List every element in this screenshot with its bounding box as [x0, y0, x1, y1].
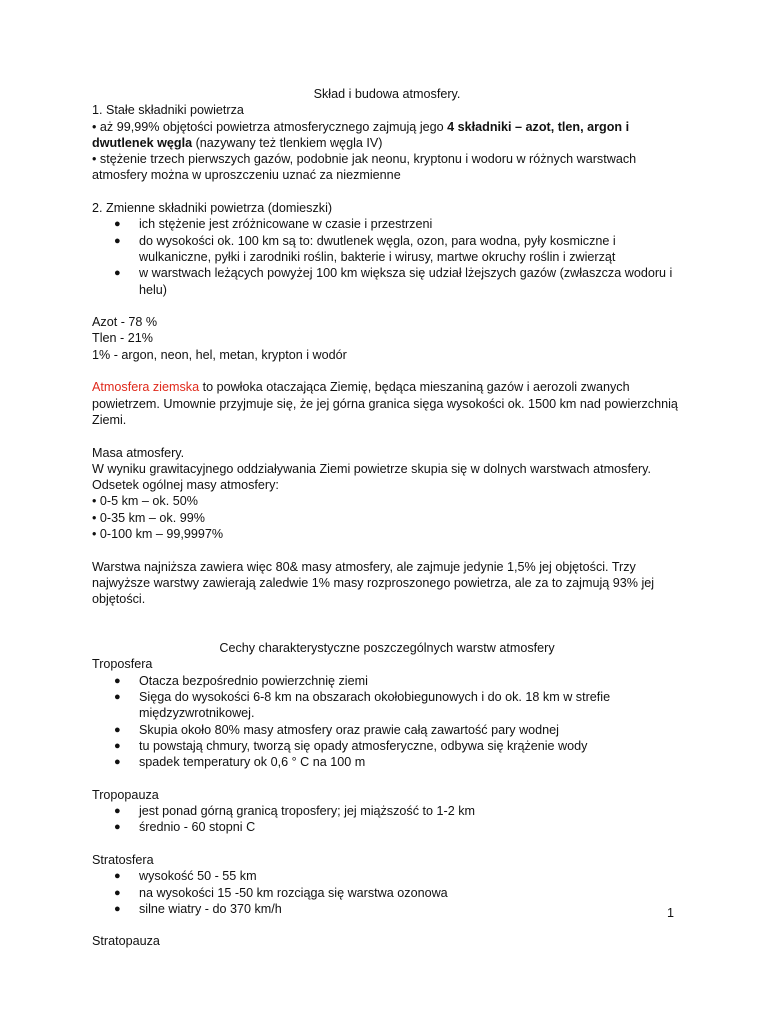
list-item: ● wysokość 50 - 55 km — [114, 869, 257, 884]
layer-heading: Stratopauza — [92, 934, 160, 949]
bullet-icon: ● — [114, 723, 121, 736]
definition-paragraph: Atmosfera ziemska to powłoka otaczająca Ziemię, będąca mieszaniną gazów i aerozoli zwanych powietrzem. Umownie przyjmuje się, że jej górna granica sięga wysokości ok. 1500 km nad powierzchnią Ziemi. — [92, 380, 678, 427]
list-item: ● jest ponad górną granicą troposfery; jej miąższość to 1-2 km — [114, 804, 475, 819]
bullet-icon: ● — [114, 886, 121, 899]
list-item: ● ich stężenie jest zróżnicowane w czasie i przestrzeni — [114, 217, 433, 232]
bullet-list — [92, 216, 682, 297]
mass-item: • 0-5 km – ok. 50% — [92, 494, 198, 509]
bullet-icon: ● — [114, 739, 121, 752]
bullet-icon: ● — [114, 267, 121, 280]
mass-item: • 0-35 km – ok. 99% — [92, 510, 205, 525]
bullet-icon: ● — [114, 218, 121, 231]
composition-line: Azot - 78 % — [92, 315, 158, 330]
bullet-icon: ● — [114, 902, 121, 915]
paragraph: • stężenie trzech pierwszych gazów, podobnie jak neonu, kryptonu i wodoru w różnych warstwach atmosfery można w uproszczeniu uznać za niezmienne — [92, 152, 637, 183]
paragraph: • aż 99,99% objętości powietrza atmosferycznego zajmują jego 4 składniki – azot, tlen, argon i dwutlenek węgla (nazywany też tlenkiem węgla IV) — [92, 119, 630, 150]
page-number: 1 — [667, 906, 675, 920]
section-heading: 2. Zmienne składniki powietrza (domieszki) — [92, 201, 333, 216]
list-item: ● do wysokości ok. 100 km są to: dwutlenek węgla, ozon, para wodna, pyły kosmiczne i wulkaniczne, pyłki i zarodniki roślin, bakterie i wirusy, martwe okruchy roślin i zwierząt — [114, 233, 616, 264]
paragraph: W wyniku grawitacyjnego oddziaływania Ziemi powietrze skupia się w dolnych warstwach atmosfery. Odsetek ogólnej masy atmosfery: — [92, 461, 652, 493]
composition-line: Tlen - 21% — [92, 331, 153, 346]
list-item: ● tu powstają chmury, tworzą się opady atmosferyczne, odbywa się krążenie wody — [114, 738, 588, 753]
section-heading: 1. Stałe składniki powietrza — [92, 103, 244, 118]
list-item: ● Sięga do wysokości 6-8 km na obszarach okołobiegunowych i do ok. 18 km w strefie międzyzwrotnikowej. — [114, 689, 611, 721]
document-body — [92, 86, 682, 950]
layer-heading: Troposfera — [92, 657, 153, 672]
section-heading: Masa atmosfery. — [92, 445, 185, 460]
bullet-icon: ● — [114, 674, 121, 687]
bullet-list — [92, 673, 682, 771]
page-title: Skład i budowa atmosfery. — [313, 87, 461, 101]
list-item: ● spadek temperatury ok 0,6 ° C na 100 m — [114, 755, 366, 770]
bullet-icon: ● — [114, 805, 121, 818]
list-item: ● Otacza bezpośrednio powierzchnię ziemi — [114, 673, 368, 688]
bullet-icon: ● — [114, 756, 121, 769]
bullet-icon: ● — [114, 821, 121, 834]
layer-heading: Tropopauza — [92, 787, 159, 802]
layer-heading: Stratosfera — [92, 852, 154, 867]
bullet-list — [92, 868, 682, 917]
list-item: ● średnio - 60 stopni C — [114, 820, 256, 835]
mass-item: • 0-100 km – 99,9997% — [92, 527, 224, 542]
bullet-icon: ● — [114, 870, 121, 883]
list-item: ● w warstwach leżących powyżej 100 km większa się udział lżejszych gazów (zwłaszcza wodoru i helu) — [114, 266, 673, 297]
list-item: ● Skupia około 80% masy atmosfery oraz prawie całą zawartość pary wodnej — [114, 722, 559, 737]
list-item: ● silne wiatry - do 370 km/h — [114, 901, 282, 916]
highlighted-term: Atmosfera ziemska — [92, 380, 200, 395]
bullet-list — [92, 803, 682, 836]
paragraph: Warstwa najniższa zawiera więc 80& masy atmosfery, ale zajmuje jedynie 1,5% jej objętości. Trzy najwyższe warstwy zawierają zaledwie 1% masy rozproszonego powietrza, ale za to zajmują 93% jej objętości. — [92, 559, 655, 607]
list-item: ● na wysokości 15 -50 km rozciąga się warstwa ozonowa — [114, 885, 448, 900]
section-title: Cechy charakterystyczne poszczególnych warstw atmosfery — [219, 641, 555, 656]
bullet-icon: ● — [114, 234, 121, 247]
composition-line: 1% - argon, neon, hel, metan, krypton i wodór — [92, 347, 347, 362]
bold-text: 4 składniki – azot, tlen, argon i dwutlenek węgla — [92, 119, 630, 150]
bullet-icon: ● — [114, 690, 121, 703]
